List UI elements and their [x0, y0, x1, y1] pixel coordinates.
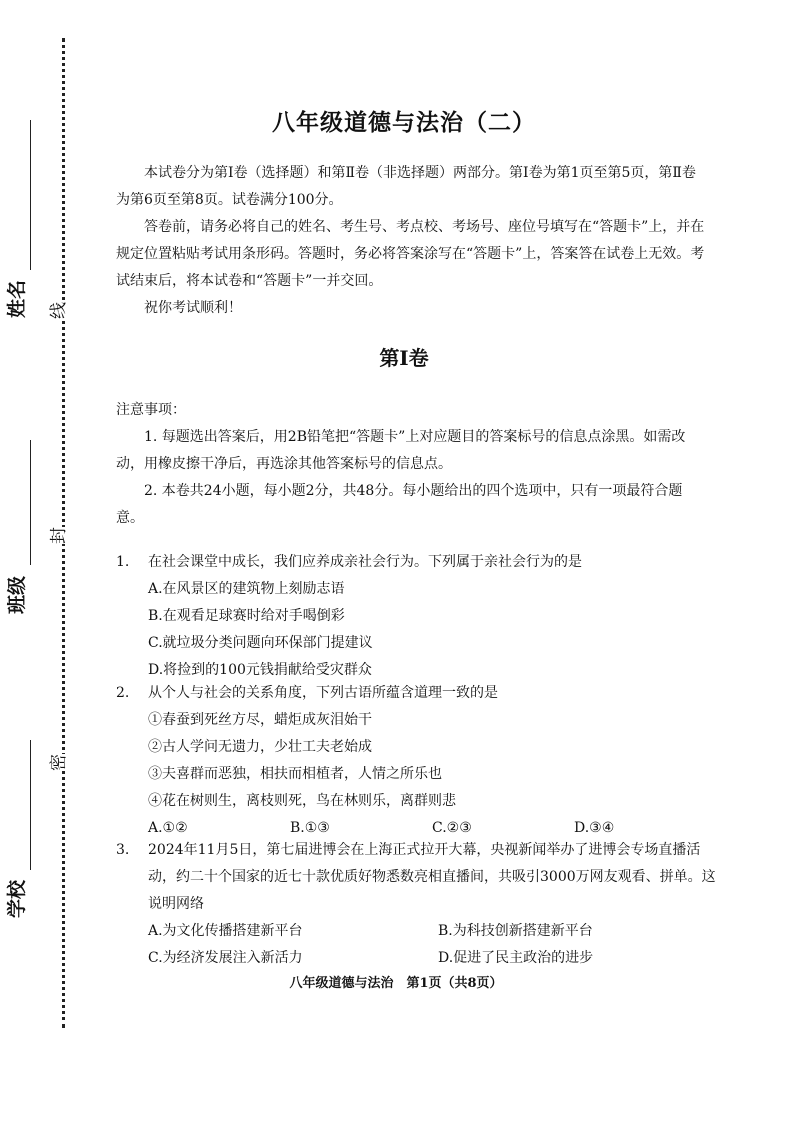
question-stem: 从个人与社会的关系角度，下列古语所蕴含道理一致的是 — [148, 685, 498, 701]
volume-title: 第Ⅰ卷 — [379, 346, 429, 370]
option-b: B.在观看足球赛时给对手喝倒彩 — [148, 608, 345, 624]
options-row — [148, 918, 716, 945]
intro-block — [116, 160, 706, 322]
statement-1: ①春蚕到死丝方尽，蜡炬成灰泪始干 — [148, 712, 372, 728]
page-footer: 八年级道德与法治 第1页（共8页） — [289, 976, 503, 991]
option-a: A.为文化传播搭建新平台 — [148, 923, 303, 939]
statement-3: ③夫喜群而恶独，相扶而相植者，人情之所乐也 — [148, 766, 442, 782]
class-underline — [30, 440, 31, 565]
option-c: C.②③ — [432, 820, 472, 836]
statement-4: ④花在树则生，离枝则死，鸟在林则乐，离群则悲 — [148, 793, 456, 809]
question-number: 1. — [116, 554, 130, 570]
question-2 — [116, 680, 716, 842]
option-c: C.为经济发展注入新活力 — [148, 950, 303, 966]
option-b: B.为科技创新搭建新平台 — [438, 923, 593, 939]
question-stem: 在社会课堂中成长，我们应养成亲社会行为。下列属于亲社会行为的是 — [148, 554, 582, 570]
option-c: C.就垃圾分类问题向环保部门提建议 — [148, 635, 373, 651]
option-a: A.①② — [148, 820, 188, 836]
statement-2: ②古人学问无遗力，少壮工夫老始成 — [148, 739, 372, 755]
question-1 — [116, 549, 716, 684]
question-stem: 2024年11月5日，第七届进博会在上海正式拉开大幕，央视新闻举办了进博会专场直播活动，约二十个国家的近七十款优质好物悉数亮相直播间，共吸引3000万网友观看、拼单。这说明网络 — [148, 842, 716, 912]
school-underline — [30, 740, 31, 870]
question-3 — [116, 837, 716, 972]
name-underline — [30, 120, 31, 270]
options-row — [148, 945, 716, 972]
option-d: D.促进了民主政治的进步 — [438, 950, 594, 966]
option-a: A.在风景区的建筑物上刻励志语 — [148, 581, 345, 597]
notes-item: 2. 本卷共24小题，每小题2分，共48分。每小题给出的四个选项中，只有一项最符合题意。 — [116, 483, 683, 526]
notes-block — [116, 397, 706, 532]
class-label: 班级 — [6, 575, 28, 614]
seal-line-char: 线 — [49, 302, 69, 319]
question-number: 2. — [116, 685, 130, 701]
seal-mi-char: 密 — [49, 754, 69, 771]
question-number: 3. — [116, 842, 130, 858]
intro-paragraph: 答卷前，请务必将自己的姓名、考生号、考点校、考场号、座位号填写在“答题卡”上，并在规定位置粘贴考试用条形码。答题时，务必将答案涂写在“答题卡”上，答案答在试卷上无效。考试结束后，将本试卷和“答题卡”一并交回。 — [116, 219, 705, 289]
exam-title: 八年级道德与法治（二） — [272, 109, 536, 136]
option-d: D.③④ — [574, 820, 615, 836]
option-d: D.将捡到的100元钱捐献给受灾群众 — [148, 662, 372, 678]
notes-heading: 注意事项： — [116, 402, 186, 418]
seal-feng-char: 封 — [49, 527, 69, 544]
name-label: 姓名 — [6, 279, 28, 318]
option-b: B.①③ — [290, 820, 330, 836]
notes-item: 1. 每题选出答案后，用2B铅笔把“答题卡”上对应题目的答案标号的信息点涂黑。如需改动，用橡皮擦干净后，再选涂其他答案标号的信息点。 — [116, 429, 686, 472]
intro-paragraph: 祝你考试顺利！ — [144, 300, 242, 316]
school-label: 学校 — [6, 879, 28, 918]
intro-paragraph: 本试卷分为第Ⅰ卷（选择题）和第Ⅱ卷（非选择题）两部分。第Ⅰ卷为第1页至第5页，第Ⅱ卷为第6页至第8页。试卷满分100分。 — [116, 165, 696, 208]
